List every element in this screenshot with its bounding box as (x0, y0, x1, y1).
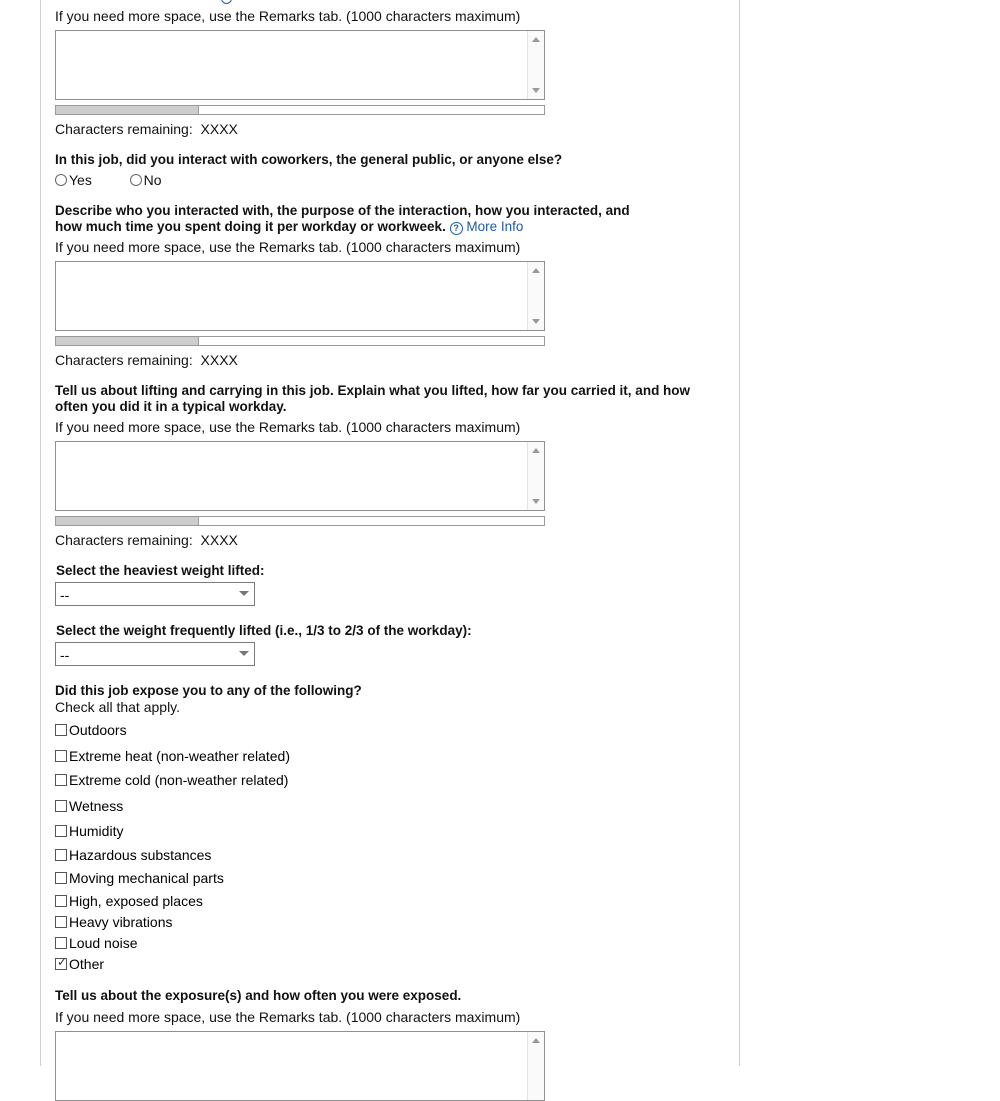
character-progress-bar (55, 105, 545, 115)
more-info-link[interactable]: ? More Info (450, 219, 524, 234)
characters-remaining: Characters remaining: XXXX (55, 352, 238, 368)
exposure-checkbox[interactable] (55, 750, 67, 762)
scrollbar[interactable] (527, 262, 544, 330)
scrollbar[interactable] (527, 442, 544, 510)
radio-yes-label: Yes (69, 172, 92, 188)
check-all-hint: Check all that apply. (55, 699, 181, 715)
exposure-question: Tell us about the exposure(s) and how often you were exposed. (55, 988, 462, 1003)
heaviest-weight-select[interactable]: -- (55, 582, 255, 606)
exposure-checkbox-label: Extreme heat (non-weather related) (69, 748, 290, 764)
exposure-checkbox[interactable] (55, 916, 67, 928)
chevron-down-icon (239, 591, 249, 596)
remarks-hint: If you need more space, use the Remarks tab. (1000 characters maximum) (55, 239, 521, 255)
expose-question: Did this job expose you to any of the following? (55, 683, 362, 698)
frequent-weight-label: Select the weight frequently lifted (i.e., 1/3 to 2/3 of the workday): (56, 623, 472, 638)
exposure-checkbox-label: Hazardous substances (69, 847, 212, 863)
progress-fill (56, 106, 199, 114)
exposure-checkbox-label: Heavy vibrations (69, 914, 173, 930)
scroll-down-icon[interactable] (532, 499, 540, 504)
radio-yes[interactable] (55, 174, 67, 186)
scroll-up-icon[interactable] (532, 37, 540, 42)
remarks-hint: If you need more space, use the Remarks tab. (1000 characters maximum) (55, 1009, 521, 1025)
scroll-up-icon[interactable] (532, 268, 540, 273)
describe-question: Describe who you interacted with, the purpose of the interaction, how you interacted, and how much time you spent doing it per workday or workweek. ? More Info (55, 203, 630, 234)
chevron-down-icon (239, 651, 249, 656)
exposure-checkbox-label: High, exposed places (69, 893, 203, 909)
exposure-checkbox[interactable] (55, 895, 67, 907)
progress-fill (56, 517, 199, 525)
previous-answer-textarea[interactable] (55, 30, 545, 100)
heaviest-weight-label: Select the heaviest weight lifted: (56, 563, 265, 578)
frequent-weight-select[interactable]: -- (55, 642, 255, 666)
lifting-question: Tell us about lifting and carrying in this job. Explain what you lifted, how far you carried it, and how often you did it in a typical workday. (55, 383, 691, 414)
remarks-hint: If you need more space, use the Remarks tab. (1000 characters maximum) (55, 8, 521, 24)
exposure-checkbox-label: Moving mechanical parts (69, 870, 224, 886)
scrollbar[interactable] (527, 31, 544, 99)
interact-question: In this job, did you interact with coworkers, the general public, or anyone else? (55, 152, 563, 167)
interaction-textarea[interactable] (55, 261, 545, 331)
scroll-down-icon[interactable] (532, 88, 540, 93)
exposure-checkbox[interactable] (55, 724, 67, 736)
character-progress-bar (55, 516, 545, 526)
character-progress-bar (55, 336, 545, 346)
lifting-textarea[interactable] (55, 441, 545, 511)
scroll-down-icon[interactable] (532, 319, 540, 324)
interact-radio-group (55, 172, 162, 188)
remarks-hint: If you need more space, use the Remarks tab. (1000 characters maximum) (55, 419, 521, 435)
exposure-checkbox[interactable] (55, 825, 67, 837)
exposure-checkbox-label: Extreme cold (non-weather related) (69, 772, 289, 788)
scroll-up-icon[interactable] (532, 448, 540, 453)
characters-remaining: Characters remaining: XXXX (55, 532, 238, 548)
exposure-checkbox-label: Other (69, 956, 105, 972)
exposure-textarea[interactable] (55, 1031, 545, 1101)
characters-remaining: Characters remaining: XXXX (55, 121, 238, 137)
exposure-checkbox[interactable] (55, 955, 68, 970)
radio-no-label: No (143, 172, 162, 188)
checkmark-icon: ✓ (57, 955, 68, 969)
exposure-checkbox[interactable] (55, 800, 67, 812)
exposure-checkbox-label: Outdoors (69, 722, 127, 738)
progress-fill (56, 337, 199, 345)
scroll-up-icon[interactable] (532, 1038, 540, 1043)
exposure-checkbox-label: Loud noise (69, 935, 138, 951)
exposure-checkbox[interactable] (55, 872, 67, 884)
radio-no[interactable] (130, 174, 142, 186)
exposure-checkbox[interactable] (55, 937, 67, 949)
exposure-checkbox-label: Humidity (69, 823, 124, 839)
help-circle-icon: ? (450, 222, 463, 235)
exposure-checkbox[interactable] (55, 849, 67, 861)
scrollbar[interactable] (527, 1032, 544, 1100)
exposure-checkbox-label: Wetness (69, 798, 124, 814)
exposure-checkbox[interactable] (55, 774, 67, 786)
